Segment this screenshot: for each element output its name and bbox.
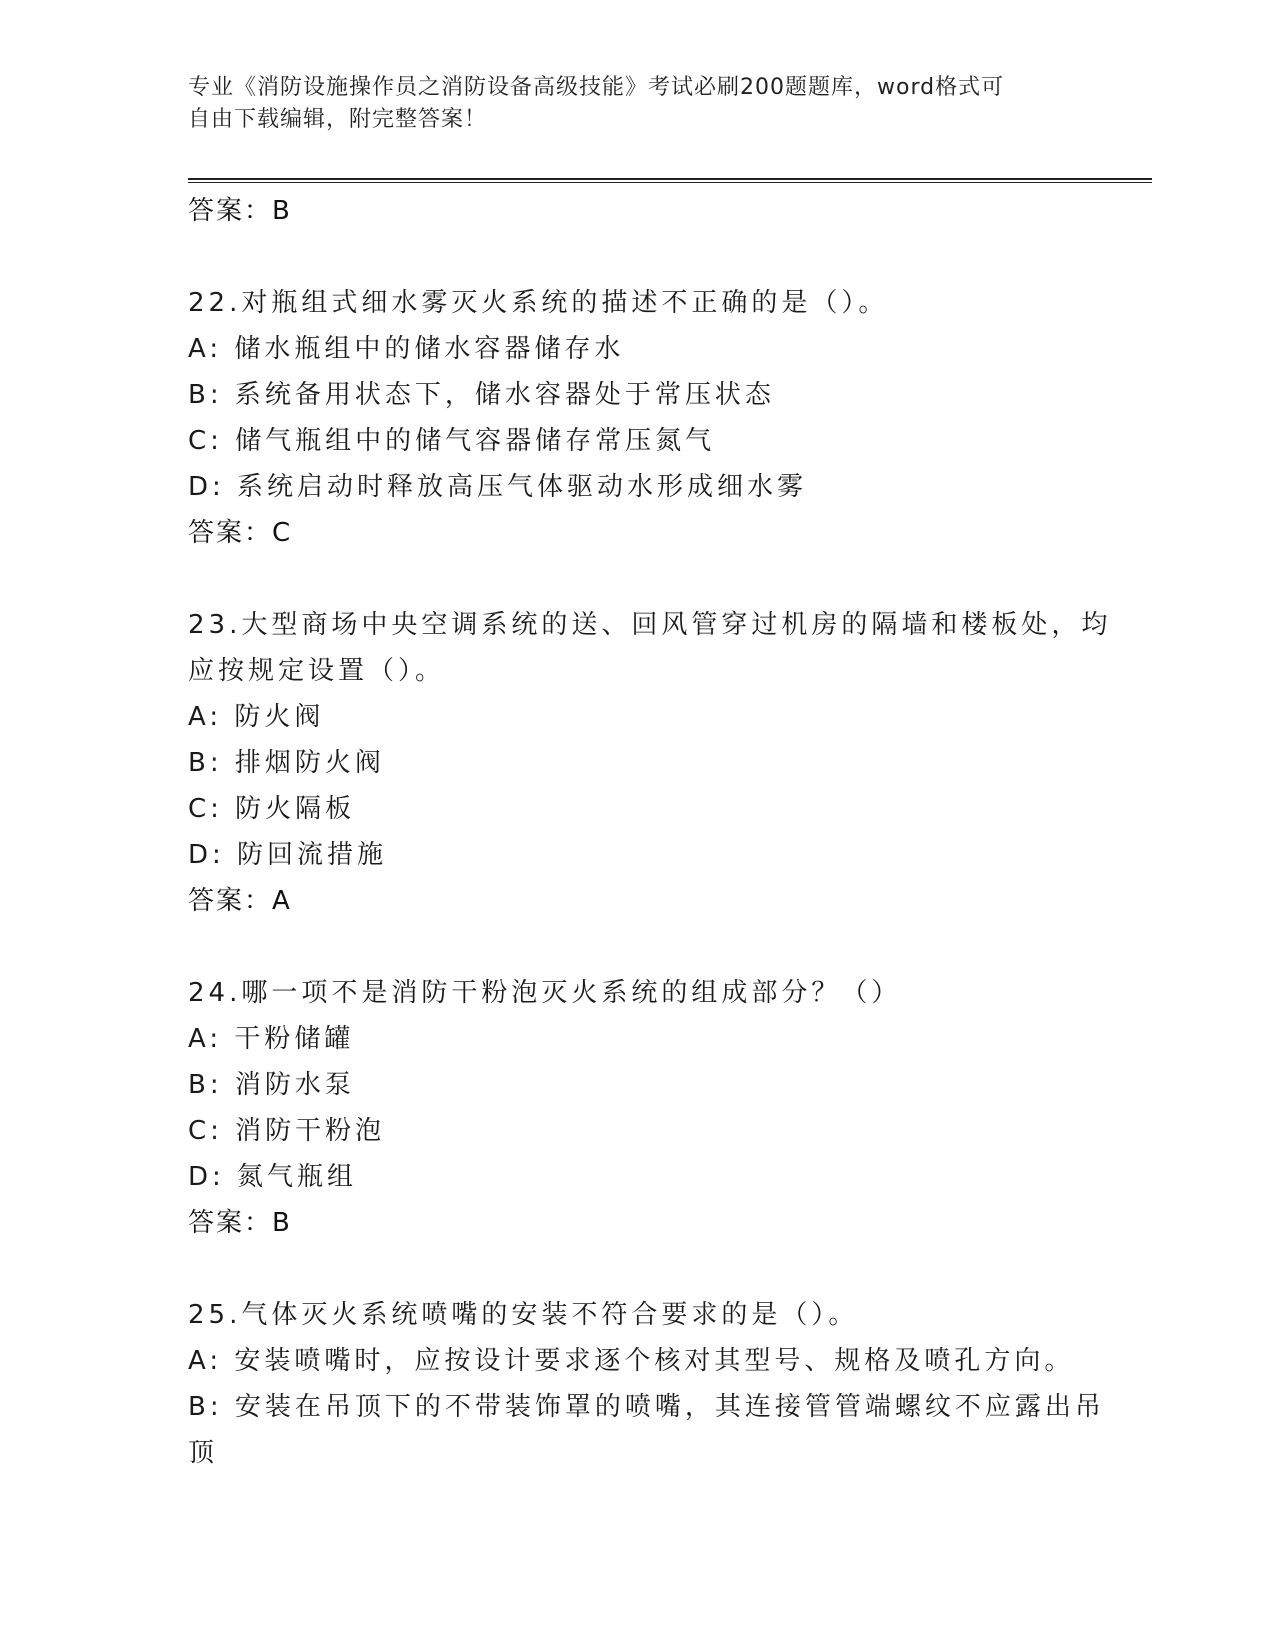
- header-line-2: 自由下载编辑，附完整答案！: [188, 107, 488, 132]
- option-c: C: 储气瓶组中的储气容器储存常压氮气: [188, 426, 716, 456]
- question-24: [188, 970, 1088, 1246]
- answer-23: 答案：A: [188, 886, 292, 916]
- header-divider-thin: [188, 182, 1152, 183]
- question-stem: 22.对瓶组式细水雾灭火系统的描述不正确的是（）。: [188, 288, 889, 318]
- document-header: [188, 72, 1068, 136]
- option-d: D: 系统启动时释放高压气体驱动水形成细水雾: [188, 472, 808, 502]
- question-25: [188, 1292, 1105, 1476]
- option-a: A: 储水瓶组中的储水容器储存水: [188, 334, 625, 364]
- header-line-1: 专业《消防设施操作员之消防设备高级技能》考试必刷200题题库，word格式可: [188, 75, 1005, 100]
- option-d: D: 氮气瓶组: [188, 1162, 358, 1192]
- option-a: A: 干粉储罐: [188, 1024, 355, 1054]
- question-stem: 25.气体灭火系统喷嘴的安装不符合要求的是（）。: [188, 1300, 859, 1330]
- question-stem-line-2: 应按规定设置（）。: [188, 656, 446, 686]
- question-stem: 24.哪一项不是消防干粉泡灭火系统的组成部分？（）: [188, 978, 902, 1008]
- option-b: B: 消防水泵: [188, 1070, 355, 1100]
- question-stem-line-1: 23.大型商场中央空调系统的送、回风管穿过机房的隔墙和楼板处，均: [188, 610, 1112, 640]
- question-22: [188, 280, 1088, 556]
- question-list: [188, 188, 1112, 1476]
- option-b: B: 系统备用状态下，储水容器处于常压状态: [188, 380, 775, 410]
- option-a: A: 防火阀: [188, 702, 325, 732]
- option-d: D: 防回流措施: [188, 840, 388, 870]
- answer-24: 答案：B: [188, 1208, 292, 1238]
- option-c: C: 消防干粉泡: [188, 1116, 386, 1146]
- option-a: A: 安装喷嘴时，应按设计要求逐个核对其型号、规格及喷孔方向。: [188, 1346, 1075, 1376]
- option-b-line-1: B: 安装在吊顶下的不带装饰罩的喷嘴，其连接管管端螺纹不应露出吊: [188, 1392, 1105, 1422]
- question-23: [188, 602, 1112, 924]
- answer-21: 答案：B: [188, 196, 292, 226]
- header-divider-thick: [188, 178, 1152, 180]
- option-b: B: 排烟防火阀: [188, 748, 385, 778]
- option-b-line-2: 顶: [188, 1438, 219, 1468]
- answer-22: 答案：C: [188, 518, 293, 548]
- option-c: C: 防火隔板: [188, 794, 356, 824]
